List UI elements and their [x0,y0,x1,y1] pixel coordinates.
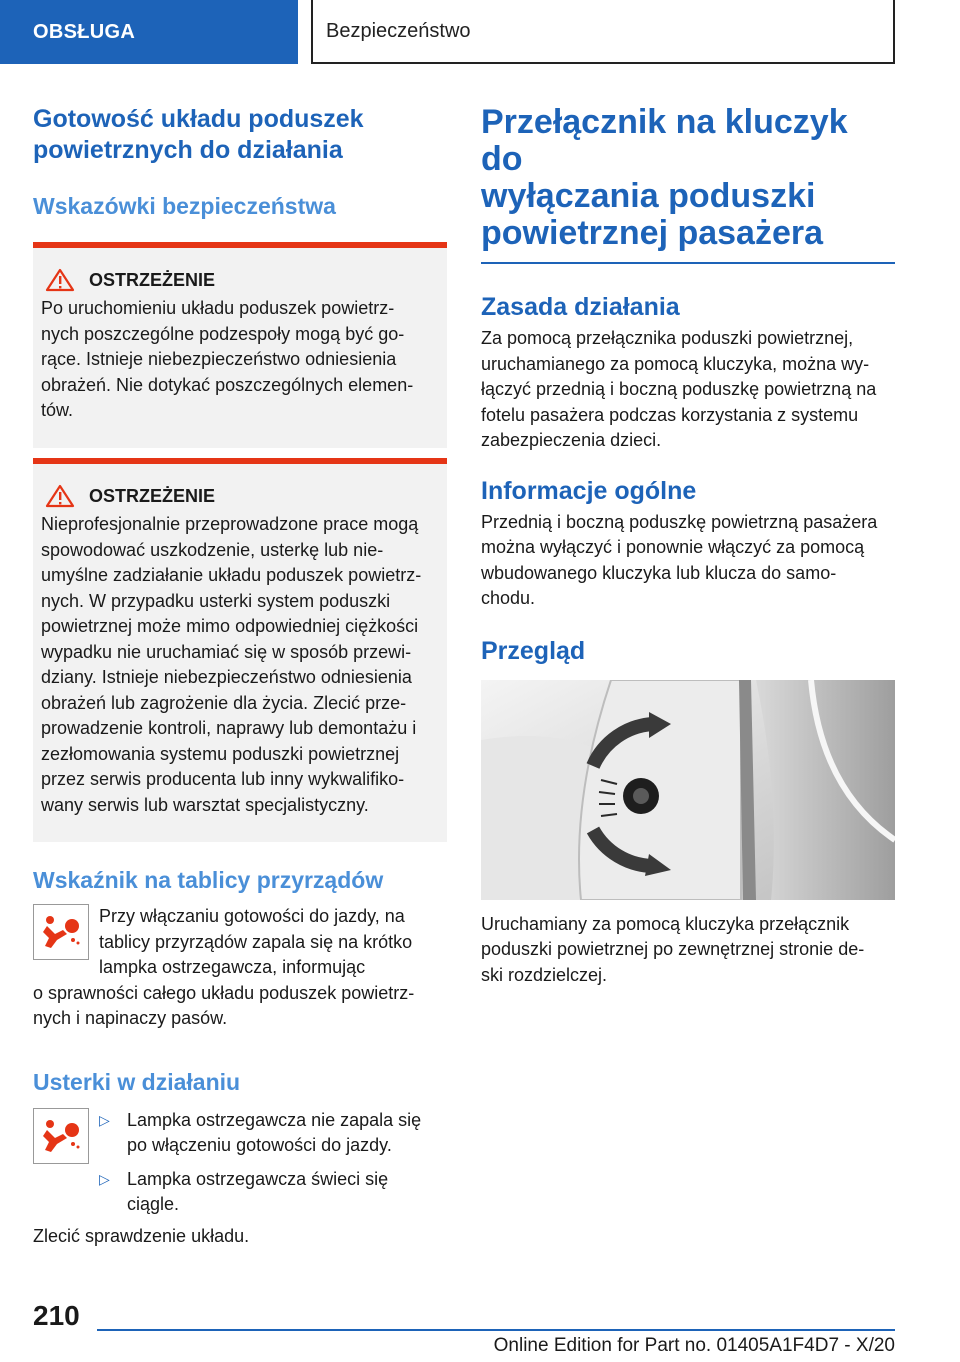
warning-text-line: obrażeń. Nie dotykać poszczególnych elemen- [41,374,414,395]
overview-heading: Przegląd [481,636,586,665]
warning-header [45,268,439,292]
fault-action-text: Zlecić sprawdzenie układu. [33,1225,250,1246]
indicator-text-line: Przy włączaniu gotowości do jazdy, na [99,906,405,926]
edition-note: Online Edition for Part no. 01405A1F4D7 - X/20 [493,1335,895,1356]
footer-divider [97,1329,895,1331]
warning-text-line: Po uruchomieniu układu poduszek powietrz- [41,298,395,318]
bullet-triangle-icon: ▷ [99,1170,110,1187]
general-text-line: chodu. [481,588,536,608]
indicator-text-line: lampka ostrzegawcza, informując [99,957,366,977]
airbag-warning-lamp-icon [33,1108,89,1164]
list-item [99,1108,447,1159]
warning-text-line: rące. Istnieje niebezpieczeństwo odniesienia [41,349,397,369]
warning-text-line: przez serwis producenta lub inny wykwalifiko- [41,769,405,789]
warning-box-2 [33,458,447,842]
warning-triangle-icon [45,268,75,292]
airbag-switch-photo [481,680,895,900]
warning-text-line: dziany. Istnieje niebezpieczeństwo odniesienia [41,667,412,687]
airbag-warning-lamp-icon [33,904,89,960]
list-item [99,1167,447,1218]
general-text-line: Przednią i boczną poduszkę powietrzną pasażera [481,511,878,532]
general-text-line: wbudowanego kluczyka lub klucza do samo- [481,562,837,583]
indicator-heading: Wskaźnik na tablicy przyrządów [33,867,384,893]
warning-text-line: spowodować uszkodzenie, usterkę lub nie- [41,539,384,560]
principle-text-line: uruchamianego za pomocą kluczyka, można wy- [481,353,870,374]
list-item-line: Lampka ostrzegawcza nie zapala się [127,1109,422,1130]
right-column [481,104,895,988]
title-line: wyłączania poduszki [481,177,816,215]
warning-text-line: umyślne zadziałanie układu poduszek powietrz- [41,565,422,585]
warning-text-line: tów. [41,400,74,420]
warning-text-line: nych. W przypadku usterki system poduszki [41,590,391,611]
left-column [33,104,447,1249]
warning-header [45,484,439,508]
warning-text-line: Nieprofesjonalnie przeprowadzone prace mogą [41,514,419,534]
caption-line: poduszki powietrznej po zewnętrznej stronie de- [481,939,865,959]
safety-heading: Wskazówki bezpieczeństwa [33,193,336,219]
topic-tab: Bezpieczeństwo [311,0,895,64]
section-tab: OBSŁUGA [0,0,298,64]
section-title [481,104,895,252]
principle-text-line: Za pomocą przełącznika poduszki powietrznej, [481,328,854,348]
principle-text-line: łączyć przednią i boczną poduszkę powietrzną na [481,379,877,399]
warning-label: OSTRZEŻENIE [89,485,216,506]
indicator-text-line: tablicy przyrządów zapala się na krótko [99,931,413,952]
general-text-line: można wyłączyć i ponownie włączyć za pomocą [481,537,865,557]
title-underline [481,262,895,264]
indicator-block [33,904,447,1032]
warning-text-line: wany serwis lub warsztat specjalistyczny. [41,794,369,815]
faults-heading: Usterki w działaniu [33,1068,241,1095]
indicator-text-line: nych i napinaczy pasów. [33,1008,228,1028]
principle-text-line: fotelu pasażera podczas korzystania z systemu [481,404,859,425]
caption-line: ski rozdzielczej. [481,964,608,985]
warning-text-line: obrażeń lub zagrożenie dla życia. Zlecić prze- [41,692,407,713]
warning-label: OSTRZEŻENIE [89,269,216,290]
list-item-line: po włączeniu gotowości do jazdy. [127,1135,392,1155]
faults-block [33,1108,447,1250]
principle-heading: Zasada działania [481,293,680,321]
warning-triangle-icon [45,484,75,508]
dashboard-switch-illustration [481,680,895,900]
general-heading: Informacje ogólne [481,476,697,505]
indicator-text-line: o sprawności całego układu poduszek powietrz- [33,982,415,1003]
page-number: 210 [33,1300,80,1331]
page-title: Gotowość układu poduszek powietrznych do działania [33,105,364,164]
title-line: Przełącznik na kluczyk do [481,103,848,178]
warning-text-line: wypadku nie uruchamiać się w sposób przewi- [41,641,412,662]
warning-text-line: nych poszczególne podzespoły mogą być go- [41,323,405,344]
title-line: powietrznej pasażera [481,214,824,252]
warning-text-line: prowadzenie kontroli, naprawy lub demontażu i [41,718,417,738]
warning-box-1 [33,242,447,448]
warning-text-line: powietrznej może mimo odpowiedniej ciężkości [41,616,419,636]
caption-line: Uruchamiany za pomocą kluczyka przełącznik [481,913,850,934]
principle-text-line: zabezpieczenia dzieci. [481,430,662,450]
list-item-line: Lampka ostrzegawcza świeci się [127,1168,389,1189]
list-item-line: ciągle. [127,1194,180,1214]
warning-text-line: zezłomowania systemu poduszki powietrznej [41,743,400,764]
bullet-triangle-icon: ▷ [99,1111,110,1128]
